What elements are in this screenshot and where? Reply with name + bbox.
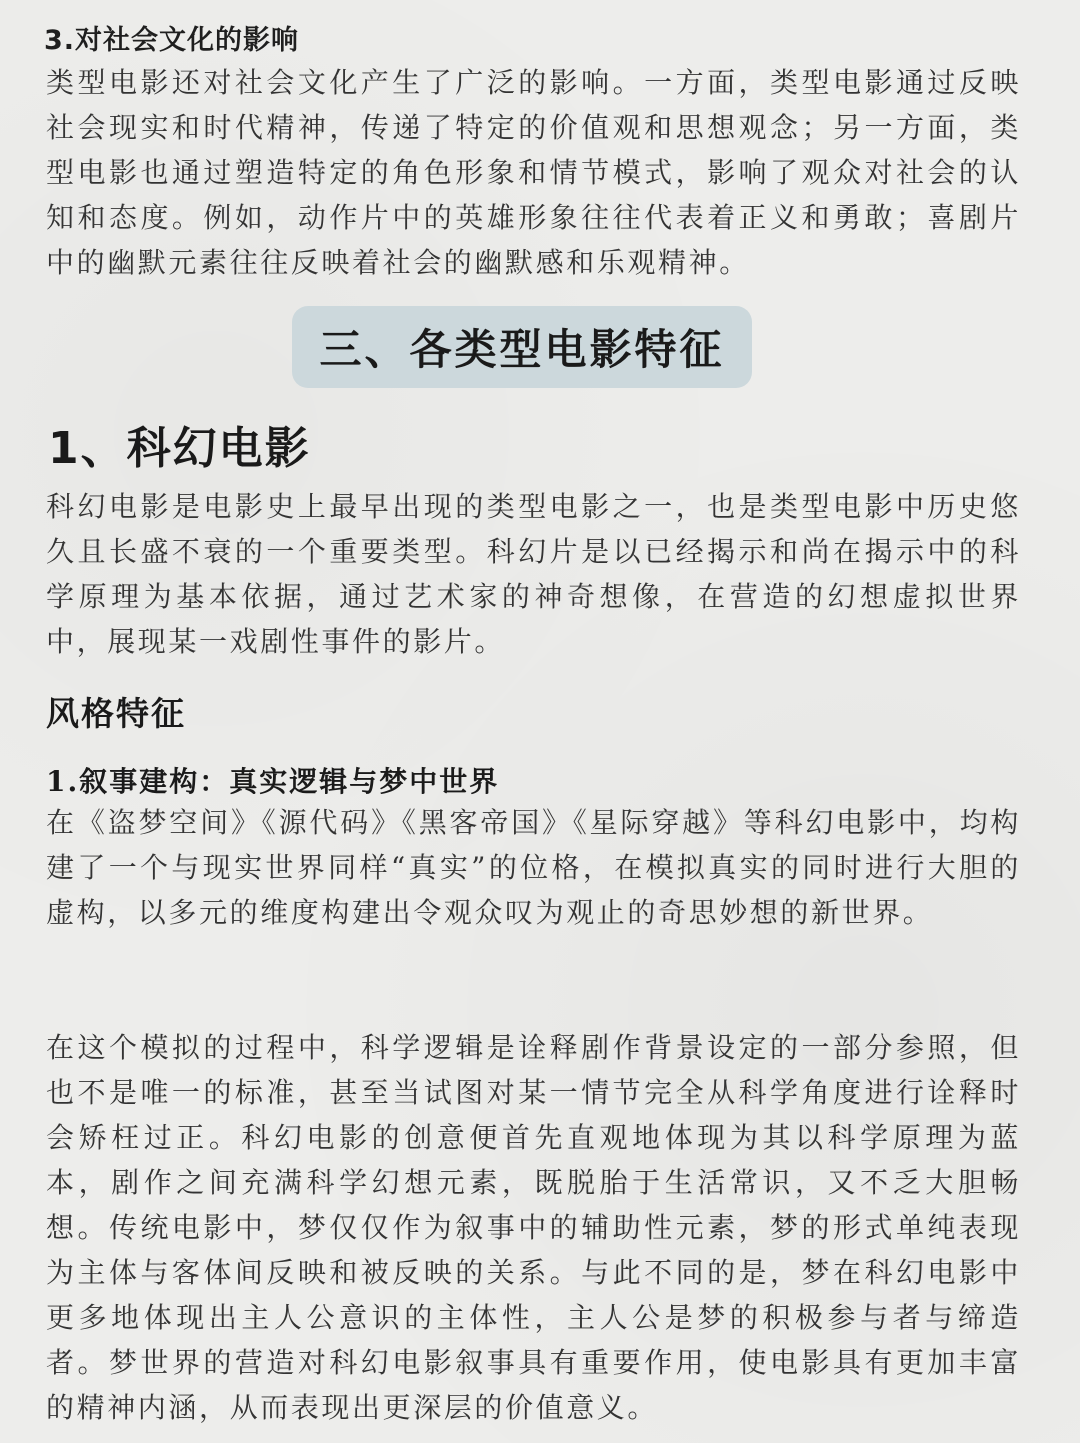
section-3-paragraph: 类型电影还对社会文化产生了广泛的影响。一方面，类型电影通过反映社会现实和时代精神，传递了特定的价值观和思想观念；另一方面，类型电影也通过塑造特定的角色形象和情节模式，影响了观众对社会的认知和态度。例如，动作片中的英雄形象往往代表着正义和勇敢；喜剧片中的幽默元素往往反映着社会的幽默感和乐观精神。 — [46, 66, 1021, 279]
style-features-heading: 风格特征 — [46, 694, 186, 733]
scifi-heading: 1、科幻电影 — [48, 423, 311, 474]
section-title: 三、各类型电影特征 — [319, 325, 725, 374]
scifi-intro-paragraph: 科幻电影是电影史上最早出现的类型电影之一，也是类型电影中历史悠久且长盛不衰的一个重要类型。科幻片是以已经揭示和尚在揭示中的科学原理为基本依据，通过艺术家的神奇想像，在营造的幻想虚拟世界中，展现某一戏剧性事件的影片。 — [46, 490, 1021, 658]
narrative-paragraph-1: 在《盗梦空间》《源代码》《黑客帝国》《星际穿越》等科幻电影中，均构建了一个与现实世界同样“真实”的位格，在模拟真实的同时进行大胆的虚构，以多元的维度构建出令观众叹为观止的奇思妙想的新世界。 — [46, 806, 1021, 929]
narrative-construction-heading: 1.叙事建构：真实逻辑与梦中世界 — [46, 765, 500, 798]
section-3-heading: 3.对社会文化的影响 — [44, 25, 300, 56]
narrative-paragraph-2: 在这个模拟的过程中，科学逻辑是诠释剧作背景设定的一部分参照，但也不是唯一的标准，甚至当试图对某一情节完全从科学角度进行诠释时会矫枉过正。科幻电影的创意便首先直观地体现为其以科学原理为蓝本，剧作之间充满科学幻想元素，既脱胎于生活常识，又不乏大胆畅想。传统电影中，梦仅仅作为叙事中的辅助性元素，梦的形式单纯表现为主体与客体间反映和被反映的关系。与此不同的是，梦在科幻电影中更多地体现出主人公意识的主体性，主人公是梦的积极参与者与缔造者。梦世界的营造对科幻电影叙事具有重要作用，使电影具有更加丰富的精神内涵，从而表现出更深层的价值意义。 — [46, 1031, 1021, 1424]
section-title-pill — [292, 306, 752, 388]
